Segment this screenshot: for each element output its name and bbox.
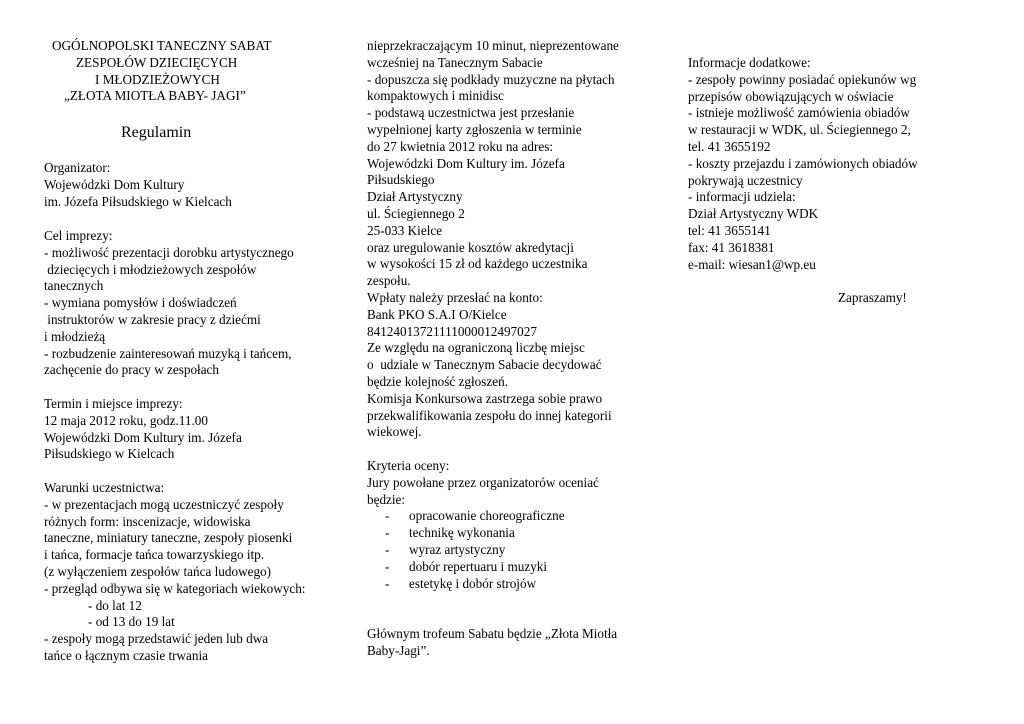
bank-account-number: 84124013721111000012497027 — [367, 323, 537, 339]
conditions-section — [44, 480, 305, 665]
criteria-item: - opracowanie choreograficzne — [385, 508, 565, 524]
body-line: o udziale w Tanecznym Sabacie decydować — [367, 357, 602, 373]
conditions-line: Warunki uczestnictwa: — [44, 480, 165, 495]
goal-line: dziecięcych i młodzieżowych zespołów — [44, 261, 257, 277]
bank-name: Bank PKO S.A.I O/Kielce — [367, 306, 507, 322]
info-line: - zespoły powinny posiadać opiekunów wg — [688, 71, 917, 87]
info-line: przepisów obowiązujących w oświacie — [688, 88, 894, 104]
criteria-heading: Kryteria oceny: — [367, 458, 450, 473]
closing-text: Zapraszamy! — [838, 290, 907, 305]
date-place-line: Termin i miejsce imprezy: — [44, 396, 183, 411]
body-line: 25-033 Kielce — [367, 222, 443, 238]
info-line: - informacji udziela: — [688, 189, 796, 205]
body-line: nieprzekraczającym 10 minut, nieprezentowane — [367, 38, 619, 53]
conditions-continued — [367, 38, 619, 441]
info-line: pokrywają uczestnicy — [688, 172, 803, 188]
trophy-section — [367, 626, 617, 660]
conditions-line: taneczne, miniatury taneczne, zespoły piosenki — [44, 530, 293, 546]
body-line: Wpłaty należy przesłać na konto: — [367, 289, 543, 305]
body-line: ul. Ściegiennego 2 — [367, 205, 465, 221]
criteria-item: - estetykę i dobór strojów — [385, 575, 537, 591]
body-line: wiekowej. — [367, 424, 422, 440]
goal-line: i młodzieżą — [44, 328, 106, 344]
info-heading: Informacje dodatkowe: — [688, 55, 811, 70]
conditions-line: - przegląd odbywa się w kategoriach wiekowych: — [44, 580, 306, 596]
conditions-line: tańce o łącznym czasie trwania — [44, 647, 209, 663]
body-line: wypełnionej karty zgłoszenia w terminie — [367, 121, 582, 137]
info-line: w restauracji w WDK, ul. Ściegiennego 2, — [688, 122, 911, 138]
date-place-line: Wojewódzki Dom Kultury im. Józefa — [44, 429, 242, 445]
goal-section — [44, 228, 294, 379]
body-line: - dopuszcza się podkłady muzyczne na płytach — [367, 71, 615, 87]
body-line: - podstawą uczestnictwa jest przesłanie — [367, 105, 575, 121]
criteria-section — [367, 458, 599, 592]
body-line: kompaktowych i minidisc — [367, 88, 504, 104]
title-line-1: OGÓLNOPOLSKI TANECZNY SABAT — [52, 38, 272, 53]
body-line: do 27 kwietnia 2012 roku na adres: — [367, 138, 554, 154]
goal-line: tanecznych — [44, 278, 104, 294]
conditions-line: - zespoły mogą przedstawić jeden lub dwa — [44, 631, 269, 647]
body-line: oraz uregulowanie kosztów akredytacji — [367, 239, 574, 255]
criteria-line: będzie: — [367, 491, 406, 507]
title-line-2: ZESPOŁÓW DZIECIĘCYCH — [76, 54, 238, 70]
body-line: przekwalifikowania zespołu do innej kategorii — [367, 407, 612, 423]
info-line: - istnieje możliwość zamówienia obiadów — [688, 105, 910, 121]
criteria-list — [367, 508, 599, 592]
trophy-line: Baby-Jagi”. — [367, 642, 430, 658]
goal-line: - wymiana pomysłów i doświadczeń — [44, 295, 237, 311]
goal-line: instruktorów w zakresie pracy z dziećmi — [44, 311, 261, 327]
organizer-label: Organizator: — [44, 160, 111, 175]
title-line-4: „ZŁOTA MIOTŁA BABY- JAGI” — [64, 88, 246, 104]
contact-phone: tel: 41 3655141 — [688, 222, 771, 238]
info-line: - koszty przejazdu i zamówionych obiadów — [688, 155, 918, 171]
date-place-line: 12 maja 2012 roku, godz.11.00 — [44, 412, 208, 428]
criteria-line: Jury powołane przez organizatorów oceniać — [367, 474, 599, 490]
age-group-item: - od 13 do 19 lat — [88, 614, 175, 630]
body-line: będzie kolejność zgłoszeń. — [367, 373, 508, 389]
goal-line: Cel imprezy: — [44, 228, 113, 243]
organizer-name: Wojewódzki Dom Kultury — [44, 176, 185, 192]
criteria-item: - dobór repertuaru i muzyki — [385, 558, 548, 574]
body-line: zespołu. — [367, 273, 411, 289]
body-line: Dział Artystyczny — [367, 189, 463, 205]
age-group-item: - do lat 12 — [88, 597, 142, 613]
contact-email: e-mail: wiesan1@wp.eu — [688, 256, 816, 272]
organizer-section — [44, 160, 232, 210]
criteria-item: - technikę wykonania — [385, 525, 515, 541]
body-line: Komisja Konkursowa zastrzega sobie prawo — [367, 390, 603, 406]
event-title — [44, 38, 364, 105]
date-place-section — [44, 396, 242, 463]
date-place-line: Piłsudskiego w Kielcach — [44, 446, 175, 462]
body-line: Wojewódzki Dom Kultury im. Józefa — [367, 155, 565, 171]
conditions-line: różnych form: inscenizacje, widowiska — [44, 513, 251, 529]
regulamin-heading: Regulamin — [121, 124, 192, 141]
body-line: Ze względu na ograniczoną liczbę miejsc — [367, 340, 585, 356]
trophy-line: Głównym trofeum Sabatu będzie „Złota Miotła — [367, 626, 618, 641]
goal-line: - rozbudzenie zainteresowań muzyką i tańcem, — [44, 345, 292, 361]
conditions-line: - w prezentacjach mogą uczestniczyć zespoły — [44, 496, 284, 512]
body-line: w wysokości 15 zł od każdego uczestnika — [367, 256, 588, 272]
goal-line: - możliwość prezentacji dorobku artystycznego — [44, 244, 294, 260]
conditions-line: i tańca, formacje tańca towarzyskiego itp. — [44, 547, 265, 563]
conditions-line: (z wyłączeniem zespołów tańca ludowego) — [44, 563, 272, 579]
body-line: Piłsudskiego — [367, 172, 435, 188]
title-line-3: I MŁODZIEŻOWYCH — [95, 71, 220, 87]
info-line: Dział Artystyczny WDK — [688, 206, 819, 222]
organizer-name-2: im. Józefa Piłsudskiego w Kielcach — [44, 193, 232, 209]
body-line: wcześniej na Tanecznym Sabacie — [367, 54, 543, 70]
goal-line: zachęcenie do pracy w zespołach — [44, 362, 219, 378]
contact-fax: fax: 41 3618381 — [688, 239, 775, 255]
info-phone: tel. 41 3655192 — [688, 138, 771, 154]
criteria-item: - wyraz artystyczny — [385, 541, 506, 557]
additional-info-section — [688, 55, 918, 273]
